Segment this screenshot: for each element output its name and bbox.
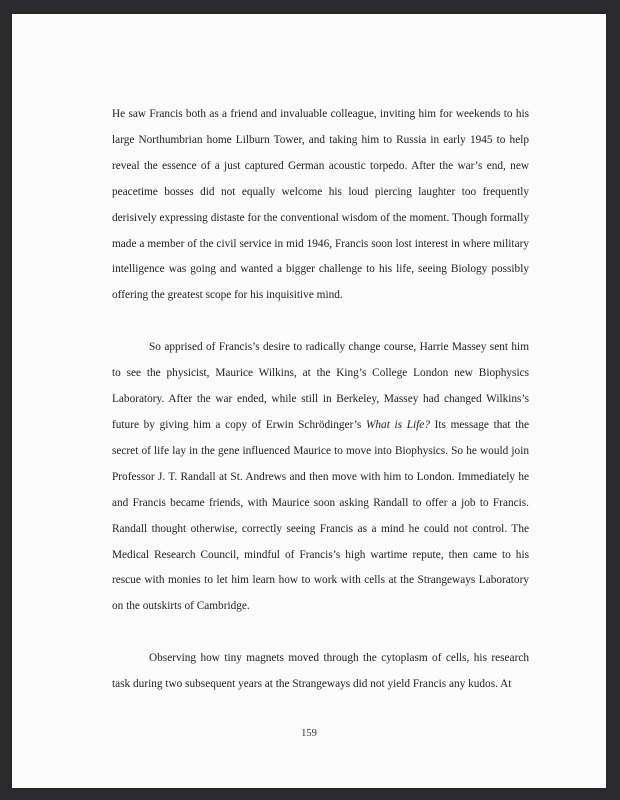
body-text [112, 102, 529, 698]
paragraph-3: Observing how tiny magnets moved through the cytoplasm of cells, his research task during two subsequent years at the Strangeways did not yield Francis any kudos. At [112, 652, 529, 691]
paragraph-2-part-2: Its message that the secret of life lay in the gene influenced Maurice to move into Biophysics. So he would join Professor J. T. Randall at St. Andrews and then move with him to London. Immediately he and Francis became friends, with Maurice soon asking Randall to offer a job to Francis. Randall thought otherwise, correctly seeing Francis as a mind he could not control. The Medical Research Council, mindful of Francis’s high wartime repute, then came to his rescue with monies to let him learn how to work with cells at the Strangeways Laboratory on the outskirts of Cambridge. [112, 418, 529, 613]
page-number: 159 [301, 728, 317, 739]
book-title: What is Life? [366, 418, 430, 431]
paragraph-1: He saw Francis both as a friend and invaluable colleague, inviting him for weekends to his large Northumbrian home Lilburn Tower, and taking him to Russia in early 1945 to help reveal the essence of a just captured German acoustic torpedo. After the war’s end, new peacetime bosses did not equally welcome his loud piercing laughter too frequently derisively expressing distaste for the conventional wisdom of the moment. Though formally made a member of the civil service in mid 1946, Francis soon lost interest in where military intelligence was going and wanted a bigger challenge to his life, seeing Biology possibly offering the greatest scope for his inquisitive mind. [112, 108, 529, 302]
paragraph-2-part-1: So apprised of Francis’s desire to radically change course, Harrie Massey sent him to see the physicist, Maurice Wilkins, at the King’s College London new Biophysics Laboratory. After the war ended, while still in Berkeley, Massey had changed Wilkins’s future by giving him a copy of Erwin Schrödinger’s [112, 341, 529, 431]
document-page [12, 14, 606, 788]
paragraph-2 [112, 335, 529, 620]
